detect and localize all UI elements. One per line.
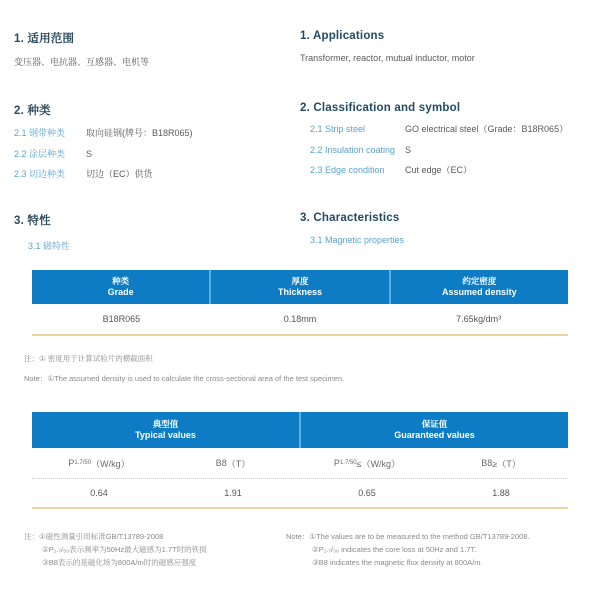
symbol-b8-unit: （T）: [226, 458, 251, 469]
classification-list-en: [300, 123, 600, 178]
list-item: [14, 148, 300, 162]
item-key: 2.3 Edge condition: [310, 165, 385, 175]
header-label-en: Grade: [107, 286, 134, 297]
item-value: S: [86, 148, 93, 159]
section-classification-en: [300, 102, 600, 182]
note-line-en: Note：①The assumed density is used to calculate the cross-sectional area of the test specimen.: [24, 374, 345, 384]
section-applications: [0, 30, 600, 70]
header-label-cn: 保证值: [421, 419, 448, 430]
note-line: [24, 530, 207, 543]
header-label-en: Thickness: [277, 286, 322, 297]
symbol-p-unit: （W/kg）: [91, 458, 130, 469]
subsection-label-en: 3.1 Magnetic properties: [310, 235, 405, 245]
symbol-p-unit: ≤（W/kg）: [356, 458, 401, 469]
note-line: [286, 543, 530, 556]
symbol-b8: B8: [215, 458, 227, 468]
item-key: 2.2 Insulation coating: [310, 144, 396, 155]
list-item: [300, 123, 600, 137]
list-item: [14, 168, 300, 182]
classification-list-cn: [14, 127, 300, 182]
section-title-en: 1. Applications: [300, 30, 385, 42]
magnetic-table-header: [32, 412, 568, 448]
header-label-en: Assumed density: [442, 286, 517, 297]
magnetic-table-subheader: [32, 448, 568, 478]
section-applications-cn: [0, 30, 300, 70]
table-row: [32, 479, 568, 507]
column-header-assumed-density: [391, 270, 568, 304]
magnetic-table-notes-en: [286, 530, 530, 569]
cell-grade: B18R065: [102, 314, 141, 324]
header-label-cn: 典型值: [152, 419, 179, 430]
grade-table-header: [32, 270, 568, 304]
symbol-p-subscript: 1.7/50: [339, 460, 357, 466]
item-key: 2.2 涂层种类: [14, 148, 66, 159]
section-applications-en: [300, 30, 600, 70]
table-bottom-rule: [32, 334, 568, 336]
note-line: [24, 543, 207, 556]
section-title-cn: 2. 种类: [14, 105, 51, 117]
note-text: ③B8表示的是磁化场为800A/m时的磁感应强度: [42, 558, 197, 568]
note-text: ②P₁.₇/₅₀表示频率为50Hz最大磁感为1.7T时的铁损: [42, 545, 207, 555]
item-key: 2.3 切边种类: [14, 169, 66, 179]
column-header-grade: [32, 270, 211, 304]
header-label-en: Typical values: [135, 429, 196, 440]
magnetic-properties-table: [32, 412, 568, 509]
symbol-b8-unit: ≥（T）: [492, 458, 521, 469]
note-line: [24, 556, 207, 569]
list-item: [14, 127, 300, 141]
table-row: [32, 304, 568, 334]
subcolumn-header-b8-typical: [166, 448, 300, 478]
cell-b8-guaranteed: 1.88: [492, 488, 510, 498]
cell-b8-typical: 1.91: [224, 488, 242, 498]
section-characteristics-en: [300, 212, 600, 252]
section-characteristics: [0, 212, 600, 252]
list-item: [300, 164, 600, 178]
subcolumn-header-b8-guaranteed: [434, 448, 568, 478]
header-label-cn: 约定密度: [462, 276, 497, 287]
header-label-en: Guaranteed values: [394, 429, 475, 440]
header-label-cn: 种类: [112, 276, 130, 287]
subcolumn-header-core-loss-guaranteed: [300, 448, 434, 478]
cell-thickness: 0.18mm: [283, 314, 317, 324]
subcolumn-header-core-loss-typical: [32, 448, 166, 478]
symbol-p: P: [333, 458, 340, 468]
symbol-b8: B8: [481, 458, 493, 468]
column-header-typical-values: [32, 412, 301, 448]
magnetic-table-notes-cn: [24, 530, 207, 569]
note-text: ①The values are to be measured to the method GB/T13789-2008.: [309, 532, 530, 541]
item-value: 切边（EC）供货: [86, 169, 153, 179]
note-line-cn: 注：① 密度用于计算试验片的横截面积: [24, 354, 153, 363]
cell-core-loss-guaranteed: 0.65: [358, 488, 376, 498]
section-body-cn: 变压器、电抗器、互感器、电机等: [14, 57, 150, 67]
section-title-cn: 1. 适用范围: [14, 33, 75, 45]
note-text: ①磁性测量引用标准GB/T13789-2008: [39, 532, 164, 541]
section-title-en: 3. Characteristics: [300, 212, 400, 224]
symbol-p: P: [68, 458, 75, 468]
table-bottom-rule: [32, 507, 568, 509]
note-text: ②P₁.₇/₅₀ indicates the core loss at 50Hz and 1.7T.: [312, 545, 477, 555]
symbol-p-subscript: 1.7/50: [74, 460, 92, 466]
note-label: 注：: [24, 532, 39, 541]
grade-table-notes: [24, 352, 344, 385]
section-body-en: Transformer, reactor, mutual inductor, motor: [300, 53, 475, 63]
list-item: [300, 144, 600, 158]
item-value: Cut edge（EC）: [405, 165, 473, 175]
note-line: [286, 530, 530, 543]
grade-table: [32, 270, 568, 336]
cell-core-loss-typical: 0.64: [90, 488, 108, 498]
section-title-en: 2. Classification and symbol: [300, 102, 461, 114]
item-value: GO electrical steel（Grade：B18R065）: [405, 124, 569, 134]
item-key: 2.1 钢带种类: [14, 128, 66, 138]
item-key: 2.1 Strip steel: [310, 124, 366, 134]
section-title-cn: 3. 特性: [14, 215, 51, 227]
header-label-cn: 厚度: [291, 276, 309, 287]
column-header-thickness: [211, 270, 390, 304]
note-line: [286, 556, 530, 569]
note-label: Note：: [286, 532, 310, 541]
subsection-label-cn: 3.1 磁特性: [28, 241, 71, 251]
item-value: 取向硅钢(牌号：B18R065): [86, 128, 193, 138]
section-classification: [0, 102, 600, 182]
section-classification-cn: [0, 102, 300, 182]
note-text: ③B8 indicates the magnetic flux density at 800A/m.: [312, 558, 483, 568]
cell-assumed-density: 7.65kg/dm³: [456, 314, 502, 324]
section-characteristics-cn: [0, 212, 300, 252]
item-value: S: [405, 144, 412, 155]
column-header-guaranteed-values: [301, 412, 568, 448]
